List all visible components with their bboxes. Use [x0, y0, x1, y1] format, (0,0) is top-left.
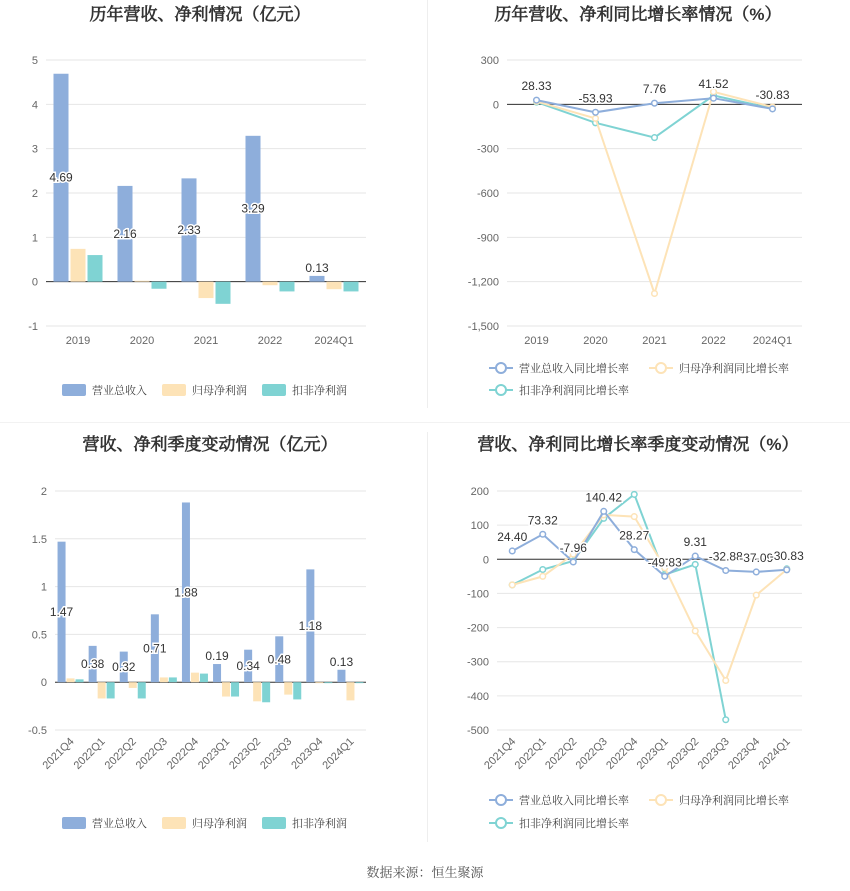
bar-quarter_bar-s1-5: [222, 682, 230, 696]
legend-marker: [496, 818, 506, 828]
quarterly-growth-rate-line-chart: [427, 425, 850, 850]
legend-marker: [656, 795, 666, 805]
x-tick-label: 2024Q1: [752, 335, 793, 347]
bar-data-label: 0.13: [305, 260, 329, 275]
data-source-note: 数据来源：恒生聚源: [366, 865, 484, 880]
bar-quarter_bar-s0-9: [337, 670, 345, 682]
bar-data-label: 2.16: [113, 226, 137, 241]
legend-swatch: [262, 817, 286, 829]
point-quarter_line-s1-7: [723, 678, 729, 684]
bar-quarter_bar-s2-9: [355, 682, 363, 683]
y-tick-label: 4: [31, 99, 38, 112]
legend-label: 归母净利润: [192, 818, 247, 830]
bar-quarter_bar-s1-4: [191, 673, 199, 683]
bar-annual_bar-s1-3: [263, 282, 278, 286]
point-quarter_line-s0-5: [662, 573, 668, 579]
y-tick-label: -300: [466, 656, 489, 669]
bar-quarter_bar-s1-9: [346, 682, 354, 700]
x-tick-label: 2022: [701, 335, 726, 347]
bar-annual_bar-s2-0: [88, 255, 103, 282]
legend-marker: [656, 363, 666, 373]
x-tick-label: 2022Q4: [164, 735, 202, 772]
y-tick-label: 2: [31, 188, 38, 200]
x-tick-label: 2023Q4: [289, 735, 326, 772]
legend-label: 归母净利润同比增长率: [679, 363, 789, 375]
bar-data-label: 1.88: [174, 585, 198, 600]
x-tick-label: 2023Q4: [726, 735, 763, 772]
x-tick-label: 2023Q2: [665, 735, 702, 772]
y-tick-label: 1: [31, 232, 38, 245]
point-annual_line-s0-2: [652, 100, 658, 106]
bar-data-label: 0.13: [329, 654, 354, 669]
bar-quarter_bar-s2-6: [262, 682, 270, 702]
chart-title: 历年营收、净利情况（亿元）: [89, 5, 311, 24]
line-data-label: 7.76: [642, 82, 667, 97]
legend-label: 扣非净利润: [292, 818, 347, 830]
point-annual_line-s0-1: [593, 110, 599, 116]
bar-data-label: 2.33: [177, 223, 201, 238]
x-tick-label: 2022Q3: [573, 735, 610, 772]
legend-swatch: [62, 384, 86, 396]
bar-quarter_bar-s0-5: [213, 664, 221, 682]
line-data-label: 28.33: [521, 79, 552, 94]
y-tick-label: -0.5: [28, 725, 47, 737]
y-tick-label: 5: [31, 55, 38, 67]
line-quarter_line-s2: [512, 494, 787, 719]
y-tick-label: 1.5: [31, 533, 47, 546]
legend-label: 营业总收入同比增长率: [519, 795, 629, 807]
bar-data-label: 0.34: [236, 658, 260, 673]
bar-quarter_bar-s2-8: [324, 682, 332, 683]
x-tick-label: 2022Q1: [71, 735, 108, 772]
bar-quarter_bar-s2-2: [138, 682, 146, 698]
bar-quarter_bar-s1-2: [129, 682, 137, 688]
bar-data-label: 1.18: [298, 618, 323, 633]
bar-quarter_bar-s2-3: [169, 677, 177, 682]
annual-growth-rate-line-chart: [427, 0, 850, 420]
legend-marker: [496, 363, 506, 373]
legend-swatch: [62, 817, 86, 829]
x-tick-label: 2023Q3: [258, 735, 295, 772]
point-quarter_line-s1-6: [692, 628, 698, 634]
x-tick-label: 2023Q1: [634, 735, 671, 772]
point-annual_line-s0-4: [770, 106, 776, 112]
x-tick-label: 2021: [193, 335, 219, 347]
bar-data-label: 0.38: [80, 657, 105, 672]
chart-title: 营收、净利季度变动情况（亿元）: [82, 435, 338, 454]
legend-label: 扣非净利润: [292, 385, 347, 397]
y-tick-label: -1,200: [467, 276, 499, 289]
x-tick-label: 2024Q1: [756, 735, 793, 772]
line-quarter_line-s1: [512, 515, 787, 681]
bar-data-label: 0.71: [143, 641, 167, 656]
bar-quarter_bar-s1-8: [315, 682, 323, 683]
bar-quarter_bar-s1-7: [284, 682, 292, 694]
panel-divider-horizontal: [0, 422, 850, 423]
legend-marker: [496, 385, 506, 395]
y-tick-label: 2: [40, 486, 47, 498]
x-tick-label: 2022Q1: [512, 735, 549, 772]
point-quarter_line-s2-7: [723, 717, 729, 723]
point-quarter_line-s0-8: [753, 569, 759, 575]
legend-label: 扣非净利润同比增长率: [519, 818, 629, 830]
x-tick-label: 2021Q4: [40, 735, 77, 772]
y-tick-label: 0: [482, 554, 489, 567]
line-data-label: 9.31: [683, 535, 707, 550]
line-data-label: 73.32: [527, 513, 558, 528]
bar-annual_bar-s1-2: [199, 282, 214, 298]
line-data-label: -37.09: [739, 550, 774, 565]
point-annual_line-s0-0: [534, 97, 540, 103]
bar-data-label: 0.19: [205, 649, 229, 664]
x-tick-label: 2022Q2: [102, 735, 139, 772]
y-tick-label: -200: [466, 622, 489, 635]
x-tick-label: 2019: [65, 335, 91, 347]
bar-quarter_bar-s2-4: [200, 674, 208, 683]
legend-swatch: [162, 817, 186, 829]
x-tick-label: 2022Q4: [604, 735, 641, 772]
legend-label: 营业总收入同比增长率: [519, 363, 629, 375]
x-tick-label: 2023Q3: [695, 735, 732, 772]
y-tick-label: -500: [466, 725, 489, 737]
legend-label: 归母净利润同比增长率: [679, 795, 789, 807]
x-tick-label: 2024Q1: [320, 735, 357, 772]
line-data-label: 41.52: [698, 77, 729, 92]
quarterly-revenue-profit-bar-chart: [0, 425, 427, 850]
bar-quarter_bar-s2-7: [293, 682, 301, 699]
y-tick-label: -600: [476, 188, 499, 200]
point-quarter_line-s1-8: [753, 592, 759, 598]
line-data-label: -30.83: [769, 548, 804, 563]
point-quarter_line-s0-0: [509, 548, 515, 554]
point-quarter_line-s0-1: [540, 531, 546, 537]
bar-quarter_bar-s2-0: [76, 679, 84, 682]
y-tick-label: 100: [470, 520, 489, 533]
bar-quarter_bar-s1-3: [160, 677, 168, 682]
line-data-label: 24.40: [497, 529, 528, 544]
point-quarter_line-s0-2: [570, 559, 576, 565]
bar-annual_bar-s1-1: [135, 281, 150, 282]
chart-title: 营收、净利同比增长率季度变动情况（%）: [477, 435, 799, 454]
point-quarter_line-s0-6: [692, 553, 698, 559]
line-data-label: -7.96: [559, 541, 587, 556]
x-tick-label: 2021: [642, 335, 667, 347]
bar-annual_bar-s2-3: [280, 282, 295, 292]
x-tick-label: 2022: [257, 335, 283, 347]
legend-label: 营业总收入: [92, 818, 147, 830]
point-annual_line-s1-1: [593, 116, 599, 122]
point-quarter_line-s1-4: [631, 514, 637, 520]
x-tick-label: 2023Q2: [227, 735, 264, 772]
x-tick-label: 2020: [583, 335, 608, 347]
bar-data-label: 0.48: [267, 652, 291, 667]
legend-marker: [496, 795, 506, 805]
point-quarter_line-s1-0: [509, 582, 515, 588]
line-data-label: -32.88: [708, 549, 743, 564]
y-tick-label: 3: [31, 143, 38, 156]
point-quarter_line-s0-3: [601, 509, 607, 515]
x-tick-label: 2020: [129, 335, 155, 347]
line-data-label: 28.27: [619, 528, 650, 543]
x-tick-label: 2023Q1: [195, 735, 233, 772]
bar-annual_bar-s0-4: [310, 276, 325, 282]
bar-annual_bar-s2-1: [152, 282, 167, 289]
bar-quarter_bar-s2-1: [107, 682, 115, 698]
point-quarter_line-s1-1: [540, 574, 546, 580]
y-tick-label: 1: [40, 581, 47, 594]
line-data-label: 140.42: [585, 490, 623, 505]
bar-quarter_bar-s2-5: [231, 682, 239, 696]
y-tick-label: 0: [492, 99, 499, 112]
y-tick-label: -300: [476, 143, 499, 156]
y-tick-label: -1,500: [467, 321, 499, 333]
y-tick-label: 0.5: [31, 629, 47, 642]
bar-quarter_bar-s1-1: [98, 682, 106, 698]
y-tick-label: 300: [480, 55, 499, 67]
y-tick-label: -100: [466, 588, 489, 601]
chart-title: 历年营收、净利同比增长率情况（%）: [494, 5, 782, 24]
legend-swatch: [262, 384, 286, 396]
bar-quarter_bar-s1-0: [67, 678, 75, 682]
bar-data-label: 1.47: [49, 604, 74, 619]
point-quarter_line-s2-4: [631, 492, 637, 498]
x-tick-label: 2022Q2: [543, 735, 580, 772]
legend-label: 归母净利润: [192, 385, 247, 397]
bar-data-label: 4.69: [49, 170, 73, 185]
bar-data-label: 0.32: [112, 659, 136, 674]
point-annual_line-s0-3: [711, 95, 717, 101]
point-annual_line-s1-2: [652, 291, 658, 297]
annual-revenue-profit-bar-chart: [0, 0, 427, 420]
point-quarter_line-s0-9: [784, 567, 790, 573]
y-tick-label: -400: [466, 690, 489, 703]
bar-annual_bar-s2-2: [216, 282, 231, 304]
x-tick-label: 2021Q4: [482, 735, 519, 772]
y-tick-label: -900: [476, 232, 499, 245]
bar-annual_bar-s1-4: [327, 282, 342, 290]
legend-swatch: [162, 384, 186, 396]
x-tick-label: 2022Q3: [133, 735, 170, 772]
point-quarter_line-s0-7: [723, 568, 729, 574]
y-tick-label: -1: [28, 321, 38, 333]
legend-label: 营业总收入: [92, 385, 147, 397]
point-quarter_line-s0-4: [631, 547, 637, 553]
line-data-label: -53.93: [578, 91, 613, 106]
x-tick-label: 2024Q1: [314, 335, 354, 347]
point-quarter_line-s2-6: [692, 562, 698, 568]
bar-quarter_bar-s1-6: [253, 682, 261, 701]
y-tick-label: 0: [40, 677, 47, 690]
y-tick-label: 200: [470, 486, 489, 498]
point-quarter_line-s2-1: [540, 567, 546, 573]
point-annual_line-s2-2: [652, 135, 658, 141]
x-tick-label: 2019: [524, 335, 549, 347]
bar-data-label: 3.29: [241, 201, 265, 216]
legend-label: 扣非净利润同比增长率: [519, 385, 629, 397]
y-tick-label: 0: [31, 276, 38, 289]
bar-annual_bar-s2-4: [344, 282, 359, 292]
bar-annual_bar-s1-0: [71, 249, 86, 282]
line-data-label: -30.83: [755, 87, 790, 102]
line-data-label: -49.83: [647, 555, 682, 570]
